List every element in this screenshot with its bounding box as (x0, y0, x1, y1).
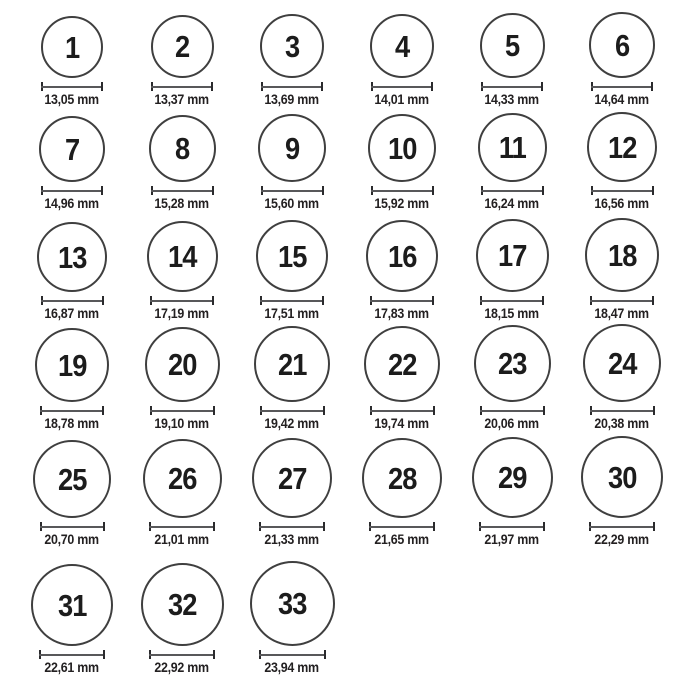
ring-size-item (237, 114, 347, 212)
ring-size-circle (587, 112, 657, 182)
diameter-label: 20,38 mm (594, 416, 650, 432)
measure-right-tick-icon (211, 82, 213, 91)
measure-bar (590, 300, 654, 302)
measure-bar (41, 190, 103, 192)
ring-size-item (567, 218, 677, 322)
diameter-label: 22,29 mm (594, 532, 650, 548)
measure-bar (480, 300, 544, 302)
ring-size-circle (585, 218, 659, 292)
diameter-label: 23,94 mm (264, 660, 320, 676)
ring-size-circle (256, 220, 328, 292)
ring-size-circle (362, 438, 442, 518)
diameter-measure-line (149, 522, 215, 531)
ring-size-item (237, 561, 347, 676)
ring-size-item (237, 326, 347, 432)
diameter-measure-line (260, 406, 325, 415)
ring-size-circle (41, 16, 103, 78)
measure-bar (259, 526, 325, 528)
ring-size-item (347, 438, 457, 548)
diameter-label: 21,33 mm (264, 532, 320, 548)
ring-size-item (17, 116, 127, 212)
measure-bar (590, 410, 655, 412)
ring-size-item (347, 14, 457, 108)
diameter-label: 15,60 mm (264, 196, 320, 212)
ring-size-number: 30 (607, 459, 637, 495)
ring-size-number: 8 (174, 131, 190, 167)
measure-right-tick-icon (431, 82, 433, 91)
diameter-measure-line (149, 650, 215, 659)
measure-bar (481, 190, 544, 192)
diameter-label: 17,83 mm (374, 306, 430, 322)
ring-size-number: 4 (394, 28, 410, 64)
ring-size-circle (480, 13, 545, 78)
ring-size-number: 20 (167, 347, 197, 383)
measure-bar (41, 86, 103, 88)
diameter-label: 18,78 mm (44, 416, 100, 432)
diameter-label: 14,64 mm (594, 92, 650, 108)
measure-bar (149, 526, 215, 528)
ring-size-item (237, 438, 347, 548)
measure-right-tick-icon (212, 186, 214, 195)
ring-size-item (17, 564, 127, 676)
diameter-label: 13,69 mm (264, 92, 320, 108)
measure-right-tick-icon (652, 296, 654, 305)
diameter-measure-line (260, 296, 324, 305)
ring-size-circle (151, 15, 214, 78)
ring-size-item (237, 220, 347, 322)
ring-size-item (17, 222, 127, 322)
diameter-measure-line (370, 296, 434, 305)
diameter-measure-line (259, 522, 325, 531)
measure-bar (591, 190, 654, 192)
ring-size-circle (149, 115, 216, 182)
measure-bar (261, 190, 324, 192)
diameter-label: 22,61 mm (44, 660, 100, 676)
diameter-measure-line (150, 406, 215, 415)
ring-size-item (567, 324, 677, 432)
measure-right-tick-icon (324, 650, 326, 659)
diameter-measure-line (590, 296, 654, 305)
diameter-measure-line (40, 522, 105, 531)
diameter-measure-line (41, 82, 103, 91)
ring-size-number: 7 (64, 131, 80, 167)
measure-right-tick-icon (102, 406, 104, 415)
ring-size-item (457, 325, 567, 432)
ring-size-circle (366, 220, 438, 292)
ring-size-item (567, 436, 677, 548)
measure-bar (260, 410, 325, 412)
ring-size-item (457, 437, 567, 548)
ring-size-circle (258, 114, 326, 182)
diameter-label: 13,05 mm (44, 92, 100, 108)
ring-size-circle (250, 561, 335, 646)
diameter-label: 19,10 mm (154, 416, 210, 432)
measure-bar (259, 654, 326, 656)
diameter-label: 16,24 mm (484, 196, 540, 212)
diameter-label: 18,47 mm (594, 306, 650, 322)
ring-size-item (457, 13, 567, 108)
ring-size-row (17, 432, 700, 548)
ring-size-number: 9 (284, 130, 300, 166)
ring-size-number: 17 (497, 238, 527, 274)
diameter-label: 22,92 mm (154, 660, 210, 676)
measure-bar (40, 526, 105, 528)
diameter-label: 14,96 mm (44, 196, 100, 212)
diameter-measure-line (41, 296, 104, 305)
diameter-measure-line (481, 186, 544, 195)
measure-bar (589, 526, 655, 528)
ring-size-circle (583, 324, 661, 402)
measure-bar (261, 86, 323, 88)
ring-size-circle (31, 564, 113, 646)
diameter-label: 18,15 mm (484, 306, 540, 322)
measure-right-tick-icon (323, 406, 325, 415)
ring-size-circle (143, 439, 222, 518)
ring-size-circle (370, 14, 434, 78)
diameter-measure-line (41, 186, 103, 195)
measure-bar (479, 526, 545, 528)
measure-right-tick-icon (653, 522, 655, 531)
ring-size-number: 33 (277, 586, 307, 622)
diameter-label: 16,87 mm (44, 306, 100, 322)
ring-size-number: 16 (387, 238, 417, 274)
ring-size-item (567, 112, 677, 212)
measure-right-tick-icon (101, 186, 103, 195)
diameter-measure-line (261, 82, 323, 91)
ring-size-number: 23 (497, 346, 527, 382)
diameter-label: 21,65 mm (374, 532, 430, 548)
measure-right-tick-icon (322, 186, 324, 195)
ring-size-number: 12 (607, 129, 637, 165)
measure-bar (149, 654, 215, 656)
ring-size-row (17, 548, 700, 676)
ring-size-item (567, 12, 677, 108)
diameter-label: 21,97 mm (484, 532, 540, 548)
ring-size-circle (260, 14, 324, 78)
ring-size-number: 10 (387, 130, 417, 166)
measure-right-tick-icon (433, 406, 435, 415)
diameter-measure-line (481, 82, 543, 91)
ring-size-circle (364, 326, 440, 402)
measure-bar (371, 86, 433, 88)
diameter-label: 20,70 mm (44, 532, 100, 548)
ring-size-number: 11 (498, 130, 526, 166)
ring-size-circle (39, 116, 105, 182)
diameter-label: 20,06 mm (484, 416, 540, 432)
diameter-measure-line (150, 296, 214, 305)
measure-right-tick-icon (103, 522, 105, 531)
diameter-label: 17,51 mm (264, 306, 320, 322)
measure-right-tick-icon (103, 650, 105, 659)
ring-size-circle (581, 436, 663, 518)
diameter-measure-line (370, 406, 435, 415)
diameter-label: 15,92 mm (374, 196, 430, 212)
diameter-label: 16,56 mm (594, 196, 650, 212)
measure-bar (591, 86, 653, 88)
diameter-measure-line (259, 650, 326, 659)
measure-right-tick-icon (213, 406, 215, 415)
measure-right-tick-icon (653, 406, 655, 415)
diameter-label: 19,74 mm (374, 416, 430, 432)
measure-right-tick-icon (432, 296, 434, 305)
measure-right-tick-icon (542, 186, 544, 195)
diameter-label: 19,42 mm (264, 416, 320, 432)
measure-right-tick-icon (322, 296, 324, 305)
measure-bar (150, 410, 215, 412)
diameter-measure-line (480, 296, 544, 305)
diameter-measure-line (591, 82, 653, 91)
measure-bar (150, 300, 214, 302)
ring-size-number: 22 (387, 346, 417, 382)
ring-size-number: 5 (504, 28, 520, 64)
diameter-measure-line (39, 650, 105, 659)
diameter-label: 15,28 mm (154, 196, 210, 212)
diameter-measure-line (40, 406, 104, 415)
measure-right-tick-icon (652, 186, 654, 195)
ring-size-number: 25 (57, 461, 87, 497)
ring-size-item (127, 221, 237, 322)
measure-right-tick-icon (321, 82, 323, 91)
diameter-label: 14,33 mm (484, 92, 540, 108)
ring-size-row (17, 322, 700, 432)
ring-size-item (127, 563, 237, 676)
ring-size-circle (35, 328, 109, 402)
measure-bar (370, 410, 435, 412)
measure-right-tick-icon (433, 522, 435, 531)
ring-size-circle (368, 114, 436, 182)
ring-size-circle (252, 438, 332, 518)
ring-size-circle (254, 326, 330, 402)
ring-size-number: 31 (57, 587, 87, 623)
ring-size-item (17, 328, 127, 432)
ring-size-circle (472, 437, 553, 518)
diameter-measure-line (151, 82, 213, 91)
measure-bar (40, 410, 104, 412)
ring-size-item (127, 439, 237, 548)
ring-size-item (17, 16, 127, 108)
ring-size-number: 2 (174, 29, 190, 65)
ring-size-circle (145, 327, 220, 402)
ring-size-item (127, 327, 237, 432)
ring-size-number: 13 (57, 239, 87, 275)
measure-right-tick-icon (213, 650, 215, 659)
measure-bar (481, 86, 543, 88)
ring-size-number: 24 (607, 345, 637, 381)
ring-size-circle (141, 563, 224, 646)
ring-size-row (17, 0, 700, 108)
diameter-measure-line (371, 186, 434, 195)
ring-size-circle (478, 113, 547, 182)
ring-size-number: 28 (387, 460, 417, 496)
ring-size-number: 1 (64, 29, 80, 65)
ring-size-item (347, 220, 457, 322)
measure-bar (151, 86, 213, 88)
measure-right-tick-icon (651, 82, 653, 91)
measure-bar (480, 410, 545, 412)
measure-right-tick-icon (323, 522, 325, 531)
diameter-measure-line (369, 522, 435, 531)
ring-size-item (17, 440, 127, 548)
ring-size-circle (589, 12, 655, 78)
ring-size-row (17, 212, 700, 322)
ring-size-number: 27 (277, 460, 307, 496)
ring-size-item (127, 115, 237, 212)
measure-right-tick-icon (432, 186, 434, 195)
diameter-measure-line (590, 406, 655, 415)
ring-size-item (127, 15, 237, 108)
ring-size-item (457, 113, 567, 212)
measure-right-tick-icon (542, 296, 544, 305)
measure-bar (41, 300, 104, 302)
measure-bar (39, 654, 105, 656)
diameter-label: 17,19 mm (154, 306, 210, 322)
ring-size-number: 3 (284, 28, 300, 64)
measure-right-tick-icon (212, 296, 214, 305)
diameter-label: 21,01 mm (154, 532, 210, 548)
diameter-measure-line (261, 186, 324, 195)
diameter-label: 13,37 mm (154, 92, 210, 108)
measure-right-tick-icon (213, 522, 215, 531)
diameter-measure-line (591, 186, 654, 195)
measure-bar (260, 300, 324, 302)
ring-size-circle (147, 221, 218, 292)
ring-size-number: 19 (57, 347, 87, 383)
ring-size-item (347, 114, 457, 212)
ring-size-number: 14 (167, 239, 197, 275)
measure-bar (370, 300, 434, 302)
ring-size-number: 26 (167, 461, 197, 497)
ring-size-item (457, 219, 567, 322)
ring-size-number: 32 (167, 587, 197, 623)
ring-size-circle (33, 440, 111, 518)
measure-right-tick-icon (102, 296, 104, 305)
ring-size-number: 15 (277, 238, 307, 274)
ring-size-item (237, 14, 347, 108)
ring-size-number: 29 (497, 460, 527, 496)
measure-right-tick-icon (543, 406, 545, 415)
measure-bar (371, 190, 434, 192)
ring-size-circle (474, 325, 551, 402)
ring-size-circle (476, 219, 549, 292)
diameter-measure-line (371, 82, 433, 91)
ring-size-number: 21 (277, 346, 307, 382)
diameter-measure-line (479, 522, 545, 531)
diameter-measure-line (480, 406, 545, 415)
ring-size-circle (37, 222, 107, 292)
diameter-measure-line (151, 186, 214, 195)
diameter-label: 14,01 mm (374, 92, 430, 108)
ring-size-number: 18 (607, 237, 637, 273)
ring-size-number: 6 (614, 27, 630, 63)
diameter-measure-line (589, 522, 655, 531)
measure-bar (151, 190, 214, 192)
ring-size-item (347, 326, 457, 432)
measure-right-tick-icon (101, 82, 103, 91)
ring-size-row (17, 108, 700, 212)
measure-bar (369, 526, 435, 528)
measure-right-tick-icon (543, 522, 545, 531)
measure-right-tick-icon (541, 82, 543, 91)
